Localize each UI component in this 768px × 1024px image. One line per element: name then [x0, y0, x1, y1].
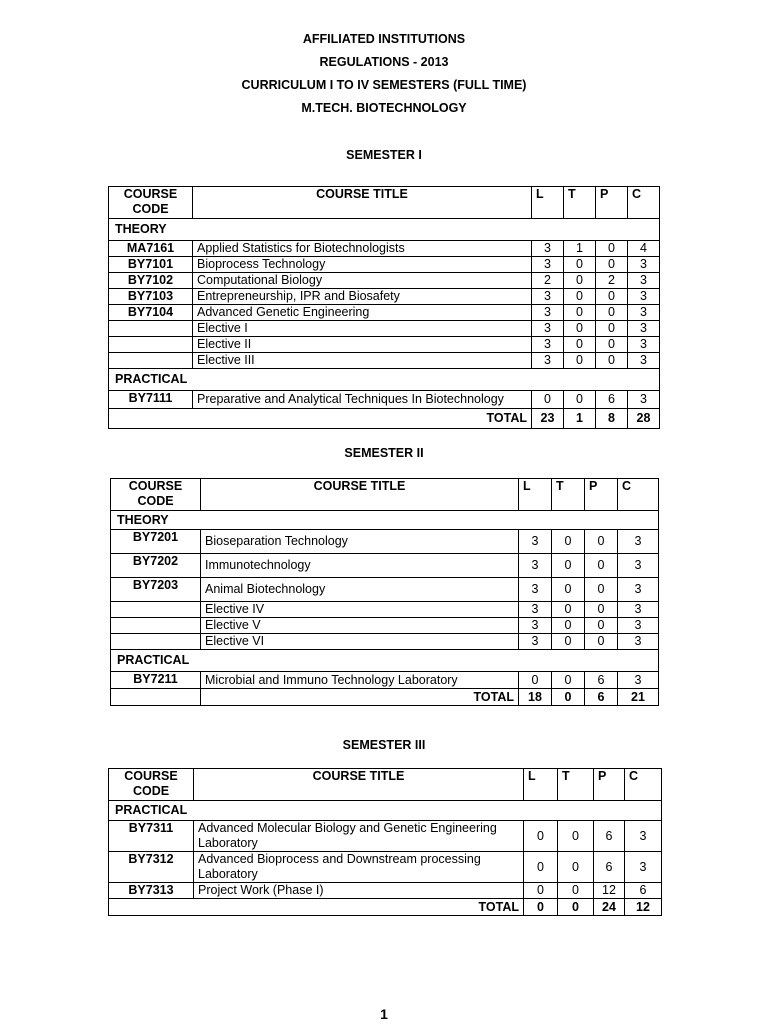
- course-p: 0: [585, 602, 618, 618]
- course-title: Animal Biotechnology: [201, 578, 519, 602]
- course-l: 3: [532, 337, 564, 353]
- total-p: 8: [596, 409, 628, 429]
- course-p: 6: [594, 852, 625, 883]
- semester-2-table: [110, 478, 659, 706]
- course-title: Microbial and Immuno Technology Laboratory: [201, 672, 519, 689]
- course-l: 3: [519, 578, 552, 602]
- course-t: 0: [564, 305, 596, 321]
- course-c: 3: [628, 353, 660, 369]
- total-t: 0: [552, 689, 585, 706]
- course-code: BY7104: [109, 305, 193, 321]
- course-title: Preparative and Analytical Techniques In Biotechnology: [193, 391, 532, 409]
- course-c: 3: [618, 602, 659, 618]
- curriculum-heading: CURRICULUM I TO IV SEMESTERS (FULL TIME): [241, 78, 527, 92]
- course-c: 3: [618, 672, 659, 689]
- course-title: Bioprocess Technology: [193, 257, 532, 273]
- course-code: [109, 353, 193, 369]
- total-p: 6: [585, 689, 618, 706]
- course-code: [111, 618, 201, 634]
- course-p: 0: [596, 321, 628, 337]
- page-number: 1: [380, 1006, 388, 1022]
- course-l: 3: [532, 257, 564, 273]
- course-c: 3: [618, 578, 659, 602]
- total-l: 23: [532, 409, 564, 429]
- course-t: 0: [558, 852, 594, 883]
- course-code: [111, 634, 201, 650]
- course-t: 0: [552, 554, 585, 578]
- col-header-p: P: [585, 479, 618, 511]
- course-p: 0: [585, 618, 618, 634]
- total-spacer-cell: [111, 689, 201, 706]
- practical-section-label: PRACTICAL: [111, 650, 659, 672]
- course-row: [109, 337, 660, 353]
- document-header: [0, 30, 768, 122]
- course-code: BY7313: [109, 883, 194, 899]
- course-code: BY7312: [109, 852, 194, 883]
- course-l: 3: [532, 241, 564, 257]
- institution-heading: AFFILIATED INSTITUTIONS: [302, 32, 466, 46]
- course-c: 3: [628, 391, 660, 409]
- semester-1-title: SEMESTER I: [346, 148, 422, 162]
- course-code: [109, 337, 193, 353]
- course-p: 0: [585, 530, 618, 554]
- col-header-c: C: [625, 769, 662, 801]
- practical-section-label: PRACTICAL: [109, 369, 660, 391]
- course-title: Applied Statistics for Biotechnologists: [193, 241, 532, 257]
- course-title: Immunotechnology: [201, 554, 519, 578]
- course-p: 6: [585, 672, 618, 689]
- course-t: 0: [564, 321, 596, 337]
- course-row: [109, 241, 660, 257]
- course-title: Advanced Genetic Engineering: [193, 305, 532, 321]
- theory-section-label: THEORY: [111, 511, 659, 530]
- col-header-p: P: [594, 769, 625, 801]
- course-row: [109, 852, 662, 883]
- course-l: 3: [519, 554, 552, 578]
- course-c: 3: [625, 821, 662, 852]
- course-l: 0: [524, 852, 558, 883]
- course-title: Elective III: [193, 353, 532, 369]
- course-c: 3: [618, 530, 659, 554]
- col-header-course-code: COURSE CODE: [109, 187, 193, 219]
- course-code: BY7211: [111, 672, 201, 689]
- course-title: Elective II: [193, 337, 532, 353]
- course-l: 3: [532, 321, 564, 337]
- practical-section-label: PRACTICAL: [109, 801, 662, 821]
- total-l: 18: [519, 689, 552, 706]
- course-title: Computational Biology: [193, 273, 532, 289]
- course-t: 0: [552, 672, 585, 689]
- course-t: 0: [552, 602, 585, 618]
- course-t: 0: [564, 273, 596, 289]
- course-p: 0: [585, 634, 618, 650]
- course-code: BY7203: [111, 578, 201, 602]
- course-l: 3: [519, 530, 552, 554]
- course-t: 0: [552, 578, 585, 602]
- course-l: 0: [524, 821, 558, 852]
- col-header-p: P: [596, 187, 628, 219]
- total-t: 0: [558, 899, 594, 916]
- course-row: [109, 273, 660, 289]
- theory-section-label: THEORY: [109, 219, 660, 241]
- course-p: 0: [596, 305, 628, 321]
- semester-3-title: SEMESTER III: [342, 738, 426, 752]
- total-c: 12: [625, 899, 662, 916]
- course-p: 0: [585, 578, 618, 602]
- course-t: 0: [552, 634, 585, 650]
- program-heading: M.TECH. BIOTECHNOLOGY: [301, 101, 467, 115]
- course-title: Advanced Bioprocess and Downstream processing Laboratory: [194, 852, 524, 883]
- course-row: [109, 257, 660, 273]
- col-header-course-code: COURSE CODE: [109, 769, 194, 801]
- course-c: 3: [628, 305, 660, 321]
- course-c: 6: [625, 883, 662, 899]
- course-row: [111, 634, 659, 650]
- col-header-course-title: COURSE TITLE: [194, 769, 524, 801]
- col-header-course-code: COURSE CODE: [111, 479, 201, 511]
- course-code: BY7111: [109, 391, 193, 409]
- total-p: 24: [594, 899, 625, 916]
- course-title: Elective IV: [201, 602, 519, 618]
- course-c: 3: [618, 554, 659, 578]
- col-header-c: C: [618, 479, 659, 511]
- course-l: 3: [532, 289, 564, 305]
- course-row: [111, 578, 659, 602]
- semester-1-table: [108, 186, 660, 429]
- course-l: 3: [532, 353, 564, 369]
- course-t: 1: [564, 241, 596, 257]
- total-l: 0: [524, 899, 558, 916]
- course-row: [111, 672, 659, 689]
- course-c: 3: [618, 618, 659, 634]
- course-title: Elective I: [193, 321, 532, 337]
- course-l: 2: [532, 273, 564, 289]
- course-p: 6: [594, 821, 625, 852]
- course-c: 3: [628, 257, 660, 273]
- course-c: 3: [618, 634, 659, 650]
- col-header-t: T: [552, 479, 585, 511]
- course-title: Project Work (Phase I): [194, 883, 524, 899]
- course-c: 3: [628, 337, 660, 353]
- course-t: 0: [564, 337, 596, 353]
- col-header-c: C: [628, 187, 660, 219]
- course-code: BY7201: [111, 530, 201, 554]
- course-code: MA7161: [109, 241, 193, 257]
- course-l: 3: [519, 602, 552, 618]
- course-l: 0: [532, 391, 564, 409]
- col-header-course-title: COURSE TITLE: [201, 479, 519, 511]
- col-header-t: T: [558, 769, 594, 801]
- course-l: 3: [519, 634, 552, 650]
- course-row: [111, 554, 659, 578]
- course-title: Elective V: [201, 618, 519, 634]
- course-code: BY7103: [109, 289, 193, 305]
- course-c: 4: [628, 241, 660, 257]
- total-c: 21: [618, 689, 659, 706]
- course-title: Elective VI: [201, 634, 519, 650]
- course-code: BY7101: [109, 257, 193, 273]
- course-p: 0: [596, 241, 628, 257]
- course-code: BY7311: [109, 821, 194, 852]
- course-t: 0: [564, 257, 596, 273]
- course-row: [109, 305, 660, 321]
- course-title: Bioseparation Technology: [201, 530, 519, 554]
- total-label: TOTAL: [109, 899, 524, 916]
- col-header-t: T: [564, 187, 596, 219]
- total-label: TOTAL: [109, 409, 532, 429]
- course-t: 0: [552, 618, 585, 634]
- total-t: 1: [564, 409, 596, 429]
- course-row: [109, 821, 662, 852]
- course-c: 3: [625, 852, 662, 883]
- course-c: 3: [628, 321, 660, 337]
- course-row: [109, 353, 660, 369]
- course-p: 0: [585, 554, 618, 578]
- course-l: 0: [519, 672, 552, 689]
- course-t: 0: [564, 391, 596, 409]
- course-title: Advanced Molecular Biology and Genetic Engineering Laboratory: [194, 821, 524, 852]
- course-t: 0: [564, 289, 596, 305]
- course-row: [109, 391, 660, 409]
- course-row: [109, 883, 662, 899]
- course-p: 6: [596, 391, 628, 409]
- course-code: [111, 602, 201, 618]
- course-code: [109, 321, 193, 337]
- course-p: 2: [596, 273, 628, 289]
- course-code: BY7102: [109, 273, 193, 289]
- course-row: [111, 602, 659, 618]
- course-p: 0: [596, 289, 628, 305]
- course-t: 0: [552, 530, 585, 554]
- course-p: 0: [596, 353, 628, 369]
- semester-2-title: SEMESTER II: [344, 446, 424, 460]
- total-label: TOTAL: [201, 689, 519, 706]
- semester-3-table: [108, 768, 662, 916]
- course-c: 3: [628, 273, 660, 289]
- course-title: Entrepreneurship, IPR and Biosafety: [193, 289, 532, 305]
- course-row: [109, 289, 660, 305]
- regulations-heading: REGULATIONS - 2013: [319, 55, 449, 69]
- course-t: 0: [558, 883, 594, 899]
- col-header-course-title: COURSE TITLE: [193, 187, 532, 219]
- course-l: 0: [524, 883, 558, 899]
- course-code: BY7202: [111, 554, 201, 578]
- course-t: 0: [564, 353, 596, 369]
- course-p: 0: [596, 257, 628, 273]
- course-t: 0: [558, 821, 594, 852]
- course-p: 12: [594, 883, 625, 899]
- course-l: 3: [519, 618, 552, 634]
- col-header-l: L: [524, 769, 558, 801]
- course-l: 3: [532, 305, 564, 321]
- course-row: [109, 321, 660, 337]
- course-c: 3: [628, 289, 660, 305]
- col-header-l: L: [519, 479, 552, 511]
- col-header-l: L: [532, 187, 564, 219]
- course-row: [111, 618, 659, 634]
- total-c: 28: [628, 409, 660, 429]
- course-row: [111, 530, 659, 554]
- course-p: 0: [596, 337, 628, 353]
